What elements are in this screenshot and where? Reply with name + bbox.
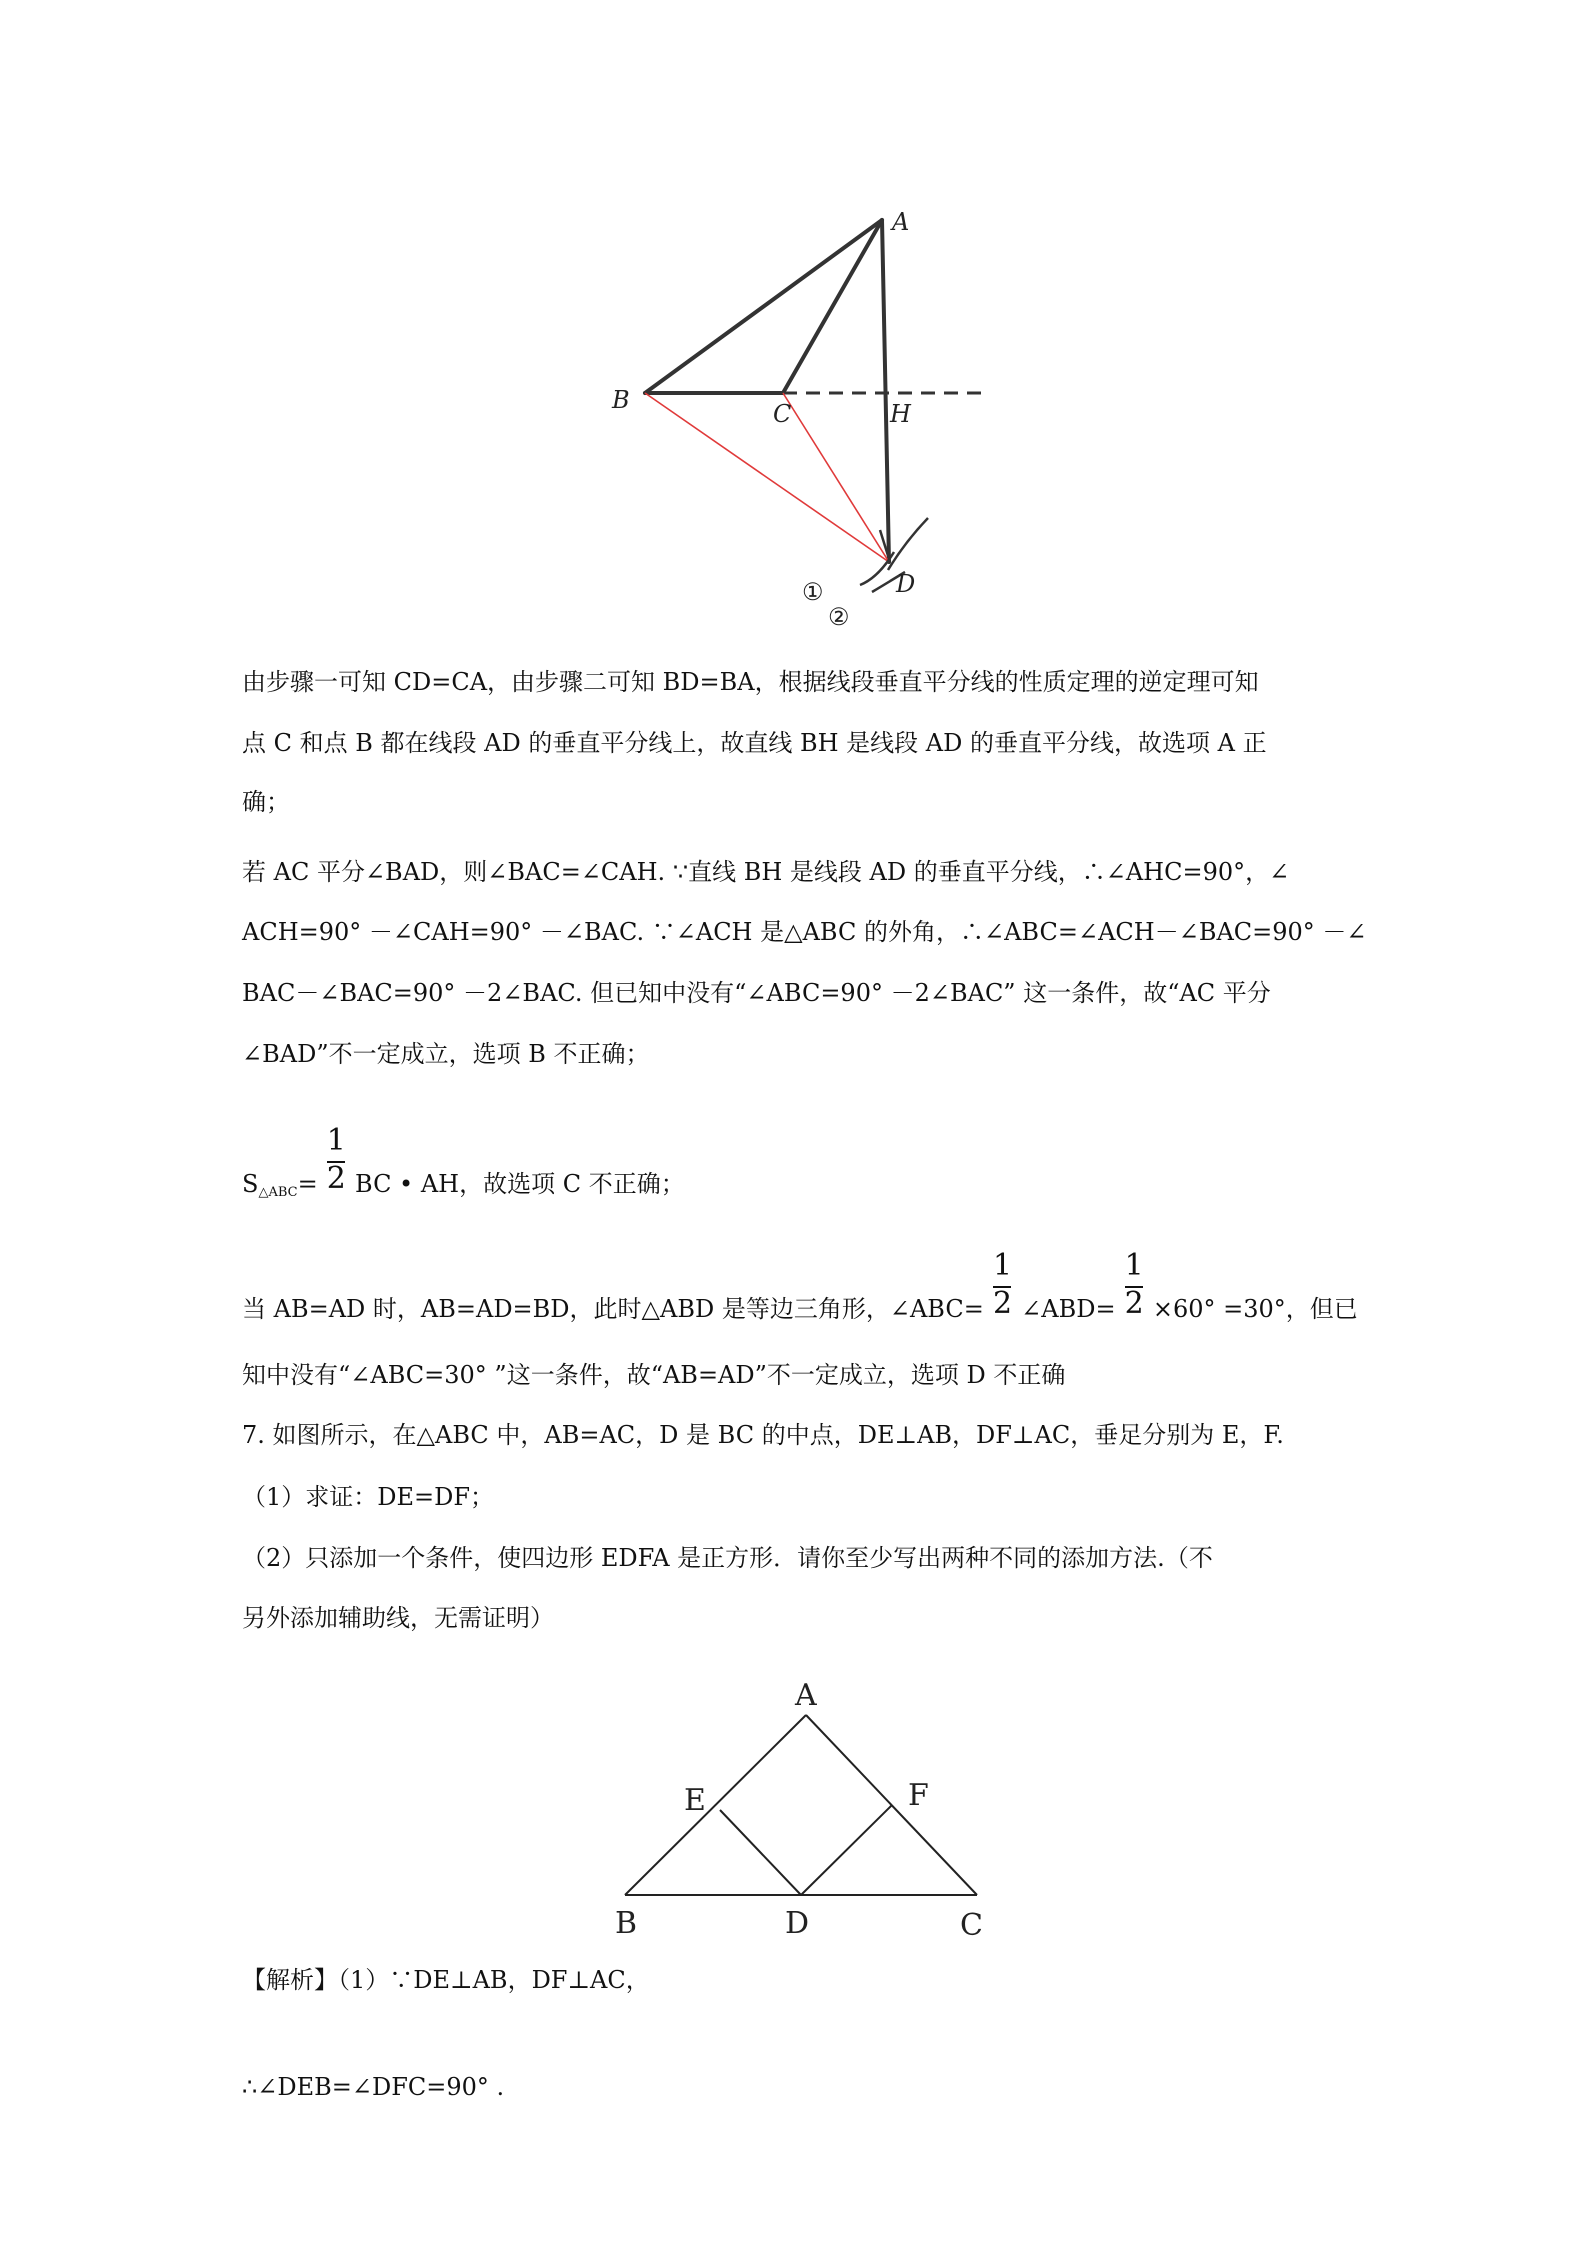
segment-ad — [882, 220, 889, 562]
fraction-denominator: 2 — [326, 1161, 346, 1196]
fraction-denominator: 2 — [1124, 1286, 1144, 1321]
fraction-half — [325, 1123, 347, 1196]
paragraph-line: ∠BAD”不一定成立，选项 B 不正确； — [242, 1040, 650, 1068]
label-a: A — [892, 208, 910, 236]
solution-line: 【解析】（1）∵DE⊥AB，DF⊥AC， — [242, 1966, 650, 1994]
area-formula-line — [242, 1123, 1352, 1208]
paragraph-line: 若 AC 平分∠BAD，则∠BAC=∠CAH. ∵直线 BH 是线段 AD 的垂直平分线，∴∠AHC=90°，∠ — [242, 858, 1290, 886]
segment-df — [801, 1805, 892, 1895]
question-7-part2: （2）只添加一个条件，使四边形 EDFA 是正方形．请你至少写出两种不同的添加方法.（不 — [242, 1544, 1213, 1572]
fraction-denominator: 2 — [992, 1286, 1013, 1321]
label-c: C — [960, 1908, 983, 1943]
paragraph-line: ACH=90° －∠CAH=90° －∠BAC. ∵∠ACH 是△ABC 的外角，∴∠ABC=∠ACH－∠BAC=90° －∠ — [242, 918, 1367, 946]
segment-cd — [783, 393, 889, 562]
fraction-numerator: 1 — [992, 1248, 1013, 1283]
equilateral-line — [242, 1248, 1358, 1324]
label-h: H — [890, 400, 911, 428]
paragraph-line: 确； — [242, 788, 290, 816]
equilateral-text-1: 当 AB=AD 时，AB=AD=BD，此时△ABD 是等边三角形，∠ABC= — [242, 1295, 984, 1323]
area-subscript: △ABC — [258, 1185, 298, 1200]
label-step2: ② — [828, 603, 850, 631]
label-e: E — [684, 1783, 706, 1818]
question-7-part2-cont: 另外添加辅助线，无需证明） — [242, 1604, 554, 1632]
fraction-half — [1123, 1248, 1145, 1321]
segment-ab — [625, 1715, 806, 1895]
area-symbol: S — [242, 1170, 259, 1198]
construction-figure — [560, 200, 1020, 640]
label-d: D — [785, 1906, 810, 1941]
fraction-half — [991, 1248, 1013, 1321]
equilateral-text-2: ∠ABD= — [1021, 1295, 1116, 1323]
question-7-part1: （1）求证：DE=DF； — [242, 1483, 495, 1511]
arc-upper — [888, 518, 928, 570]
label-d: D — [896, 570, 916, 598]
label-c: C — [773, 400, 792, 428]
fraction-numerator: 1 — [326, 1123, 346, 1158]
paragraph-line: BAC－∠BAC=90° －2∠BAC. 但已知中没有“∠ABC=90° －2∠BAC” 这一条件，故“AC 平分 — [242, 979, 1271, 1007]
question-7-stem: 7. 如图所示，在△ABC 中，AB=AC，D 是 BC 的中点，DE⊥AB，DF⊥AC，垂足分别为 E，F. — [242, 1421, 1284, 1449]
equilateral-text-3: ×60° =30°，但已 — [1152, 1295, 1358, 1323]
segment-bd — [645, 393, 889, 562]
fraction-numerator: 1 — [1124, 1248, 1144, 1283]
solution-line: ∴∠DEB=∠DFC=90° . — [242, 2073, 505, 2101]
area-formula-rest: BC • AH，故选项 C 不正确； — [354, 1170, 685, 1198]
label-f: F — [908, 1778, 929, 1813]
paragraph-line: 知中没有“∠ABC=30° ”这一条件，故“AB=AD”不一定成立，选项 D 不正确 — [242, 1361, 1066, 1389]
segment-de — [720, 1810, 801, 1895]
label-a: A — [795, 1678, 817, 1713]
segment-ab — [645, 220, 882, 393]
label-b: B — [615, 1906, 638, 1941]
label-b: B — [612, 386, 630, 414]
label-step1: ① — [802, 578, 824, 606]
paragraph-line: 点 C 和点 B 都在线段 AD 的垂直平分线上，故直线 BH 是线段 AD 的垂直平分线，故选项 A 正 — [242, 729, 1267, 757]
paragraph-line: 由步骤一可知 CD=CA，由步骤二可知 BD=BA，根据线段垂直平分线的性质定理的逆定理可知 — [242, 668, 1259, 696]
triangle-figure — [610, 1665, 990, 1945]
segment-ca — [783, 220, 882, 393]
equals-sign: = — [297, 1170, 318, 1198]
